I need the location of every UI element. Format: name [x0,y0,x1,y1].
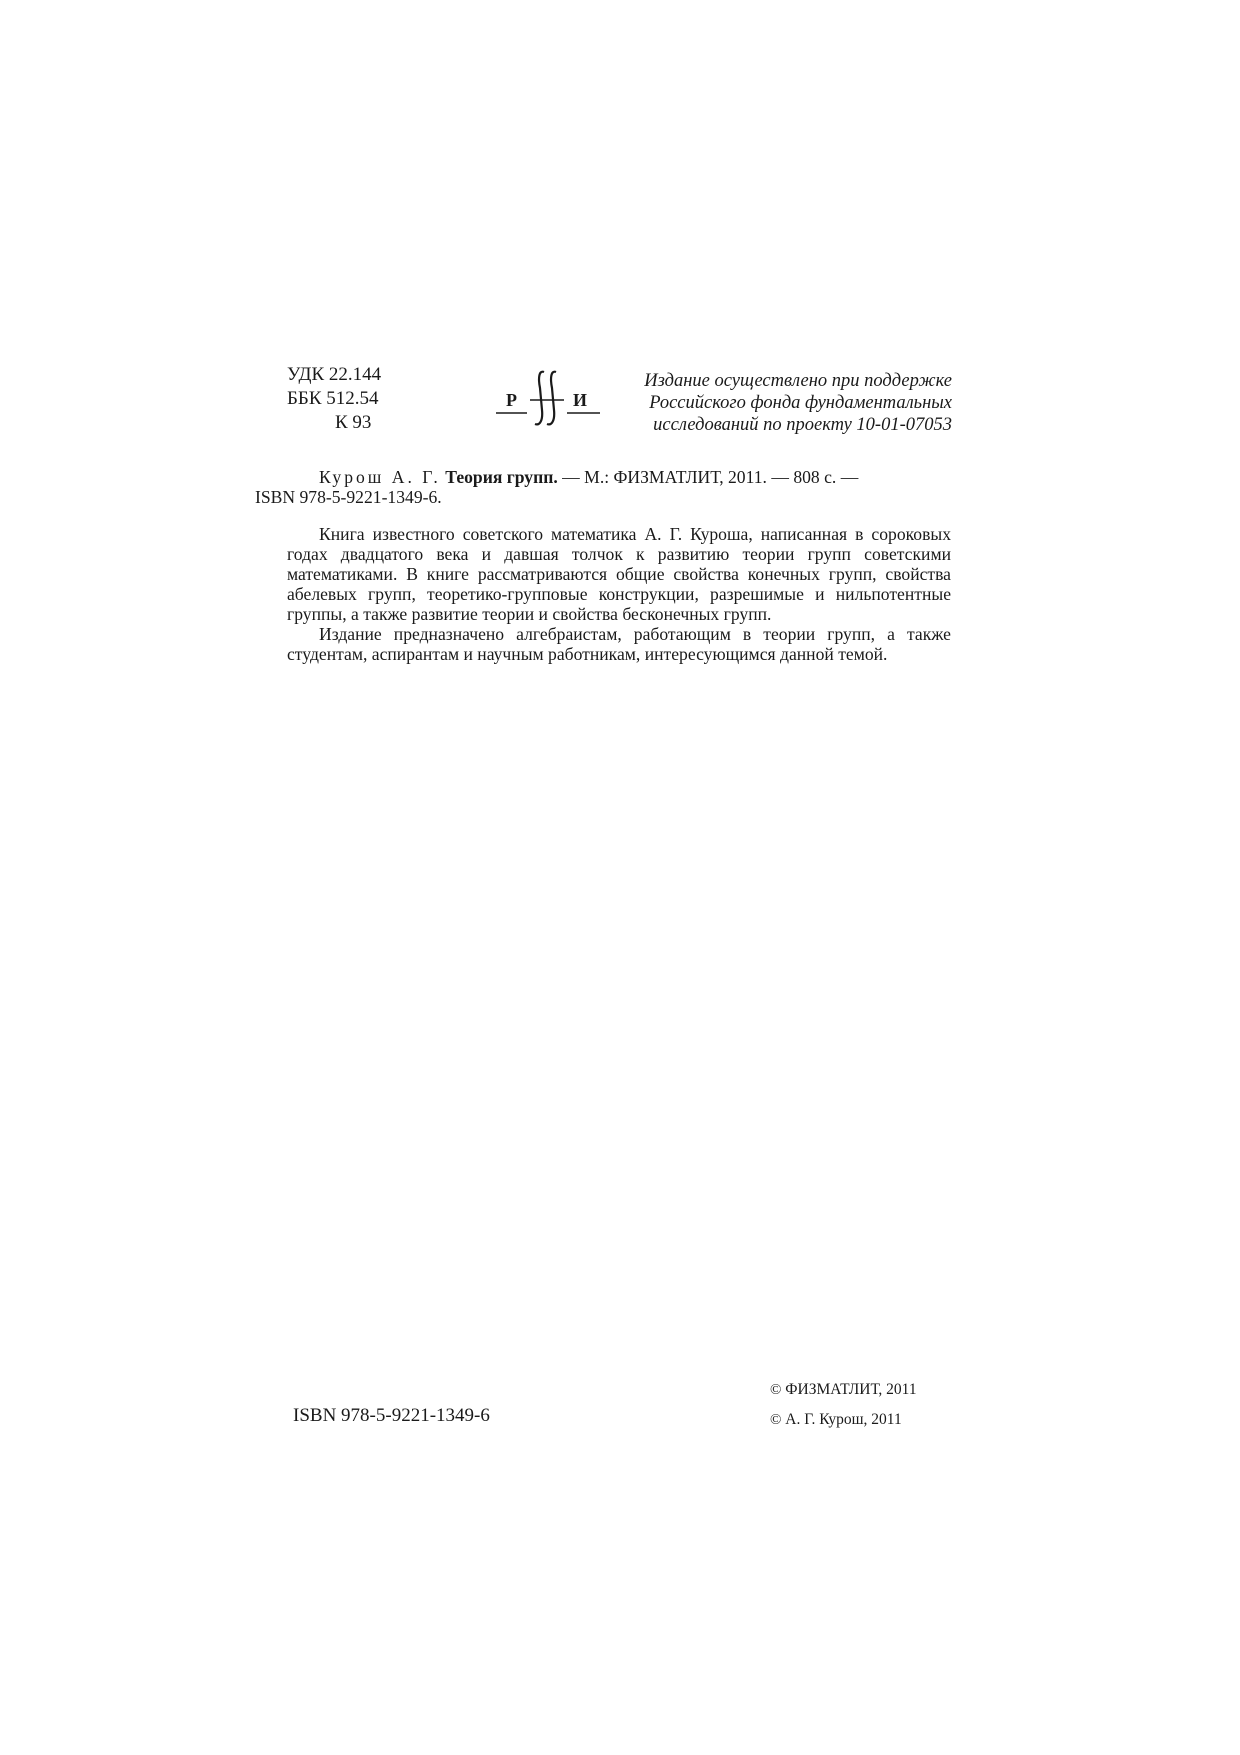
bbk-code: ББК 512.54 [287,388,379,409]
logo-letter-i: И [573,390,588,410]
rffi-logo [494,368,604,430]
support-line-2: Российского фонда фундаментальных [649,393,952,413]
copyright-icon: © [770,1382,782,1398]
classification-block [287,363,381,435]
copyright-block [770,1375,917,1435]
udk-code: УДК 22.144 [287,364,382,385]
isbn-bottom: ISBN 978-5-9221-1349-6 [293,1405,490,1426]
abstract [287,524,951,664]
copyright-publisher-text: ФИЗМАТЛИТ, 2011 [785,1381,917,1398]
bibliographic-author: Курош А. Г. [319,467,441,487]
support-notice [612,370,952,436]
abstract-paragraph-1: Книга известного советского математика А. Г. Куроша, написанная в сороковых годах двадцатого века и давшая толчок к развитию теории групп советскими математиками. В книге рассматриваются общие свойства конечных групп, свойства абелевых групп, теоретико-групповые конструкции, разрешимые и нильпотентные группы, а также развитие теории и свойства бесконечных групп. [287,524,951,624]
logo-integral-left [535,372,544,425]
bibliographic-isbn: ISBN 978-5-9221-1349-6. [255,487,442,507]
copyright-icon: © [770,1412,782,1428]
logo-letter-r: Р [506,390,517,410]
copyright-author [770,1405,917,1435]
copyright-author-text: А. Г. Курош, 2011 [785,1411,902,1428]
bibliographic-publisher: — М.: ФИЗМАТЛИТ, 2011. — 808 с. — [557,467,859,487]
support-line-1: Издание осуществлено при поддержке [644,371,952,391]
support-line-3: исследований по проекту 10-01-07053 [653,415,952,435]
bibliographic-title: Теория групп. [445,467,558,487]
author-mark: К 93 [335,412,372,433]
abstract-paragraph-2: Издание предназначено алгебраистам, работающим в теории групп, а также студентам, аспирантам и научным работникам, интересующимся данной темой. [287,624,951,664]
logo-integral-right [547,372,556,425]
bibliographic-entry [255,467,951,507]
copyright-publisher [770,1375,917,1405]
